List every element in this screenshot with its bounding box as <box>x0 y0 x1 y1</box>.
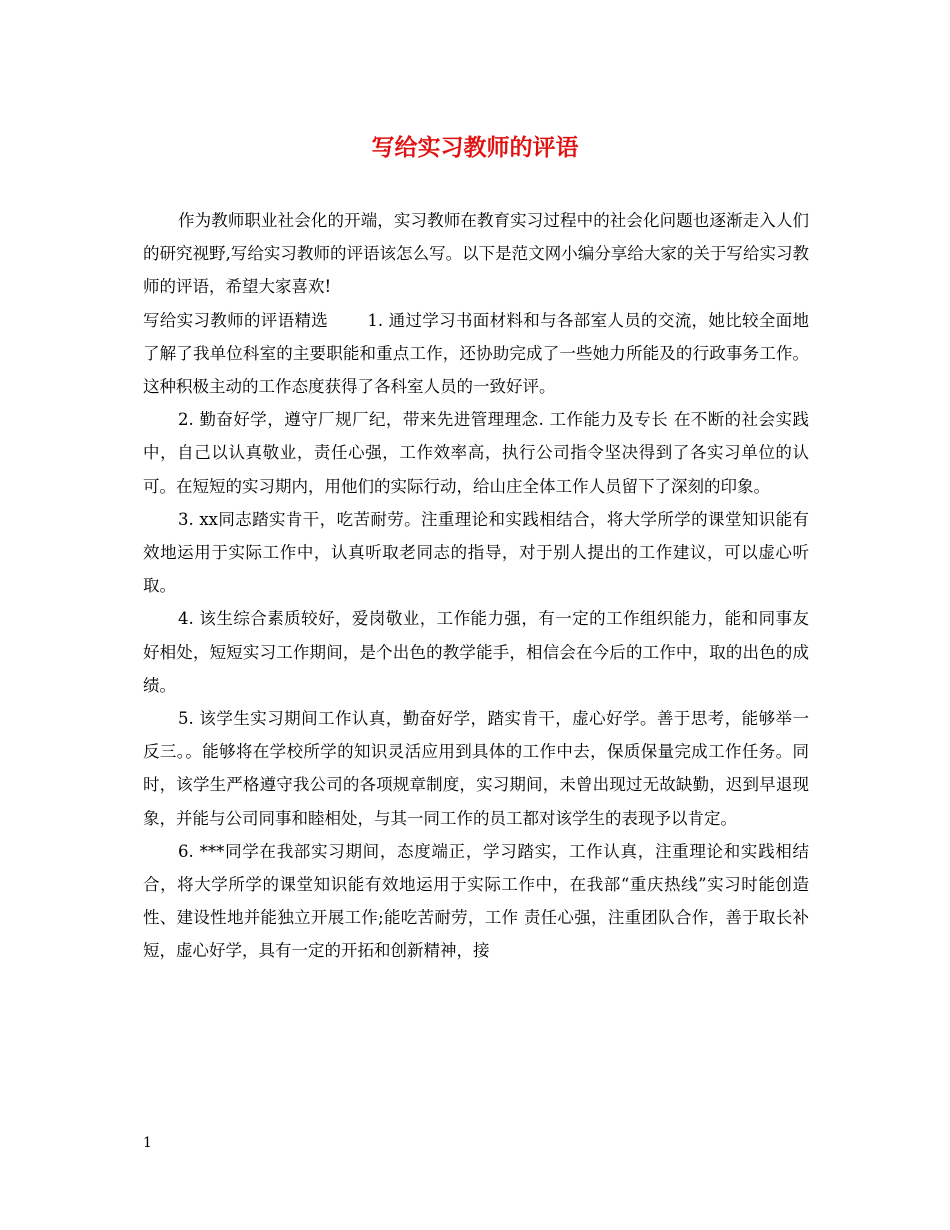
comment-paragraph-5: 5. 该学生实习期间工作认真，勤奋好学，踏实肯干，虚心好学。善于思考，能够举一反三。。能够将在学校所学的知识灵活应用到具体的工作中去，保质保量完成工作任务。同时，该学生严格遵守我公司的各项规章制度，实习期间，未曾出现过无故缺勤，迟到早退现象，并能与公司同事和睦相处，与其一同工作的员工都对该学生的表现予以肯定。 <box>143 709 809 828</box>
comment-paragraph-1: 写给实习教师的评语精选 1. 通过学习书面材料和与各部室人员的交流，她比较全面地了解了我单位科室的主要职能和重点工作，还协助完成了一些她力所能及的行政事务工作。这种积极主动的工作态度获得了各科室人员的一致好评。 <box>143 310 809 397</box>
comment-paragraph-6: 6. ***同学在我部实习期间，态度端正，学习踏实，工作认真，注重理论和实践相结合，将大学所学的课堂知识能有效地运用于实际工作中，在我部“重庆热线”实习时能创造性、建设性地并能独立开展工作;能吃苦耐劳，工作 责任心强，注重团队合作，善于取长补短，虚心好学，具有一定的开拓和创新精神，接 <box>143 841 809 961</box>
page-number: 1 <box>143 1135 152 1151</box>
page-title: 写给实习教师的评语 <box>371 134 579 161</box>
comment-paragraph-4: 4. 该生综合素质较好，爱岗敬业，工作能力强，有一定的工作组织能力，能和同事友好相处，短短实习工作期间，是个出色的教学能手，相信会在今后的工作中，取的出色的成绩。 <box>143 609 809 695</box>
document-body <box>143 204 809 968</box>
intro-paragraph: 作为教师职业社会化的开端，实习教师在教育实习过程中的社会化问题也逐渐走入人们的研究视野,写给实习教师的评语该怎么写。以下是范文网小编分享给大家的关于写给实习教师的评语，希望大家喜欢! <box>143 211 809 297</box>
comment-paragraph-3: 3. xx同志踏实肯干，吃苦耐劳。注重理论和实践相结合，将大学所学的课堂知识能有效地运用于实际工作中，认真听取老同志的指导，对于别人提出的工作建议，可以虚心听取。 <box>143 509 809 596</box>
comment-paragraph-2: 2. 勤奋好学，遵守厂规厂纪，带来先进管理理念. 工作能力及专长 在不断的社会实践中，自己以认真敬业，责任心强，工作效率高，执行公司指令坚决得到了各实习单位的认可。在短短的实习期内，用他们的实际行动，给山庄全体工作人员留下了深刻的印象。 <box>143 410 809 496</box>
